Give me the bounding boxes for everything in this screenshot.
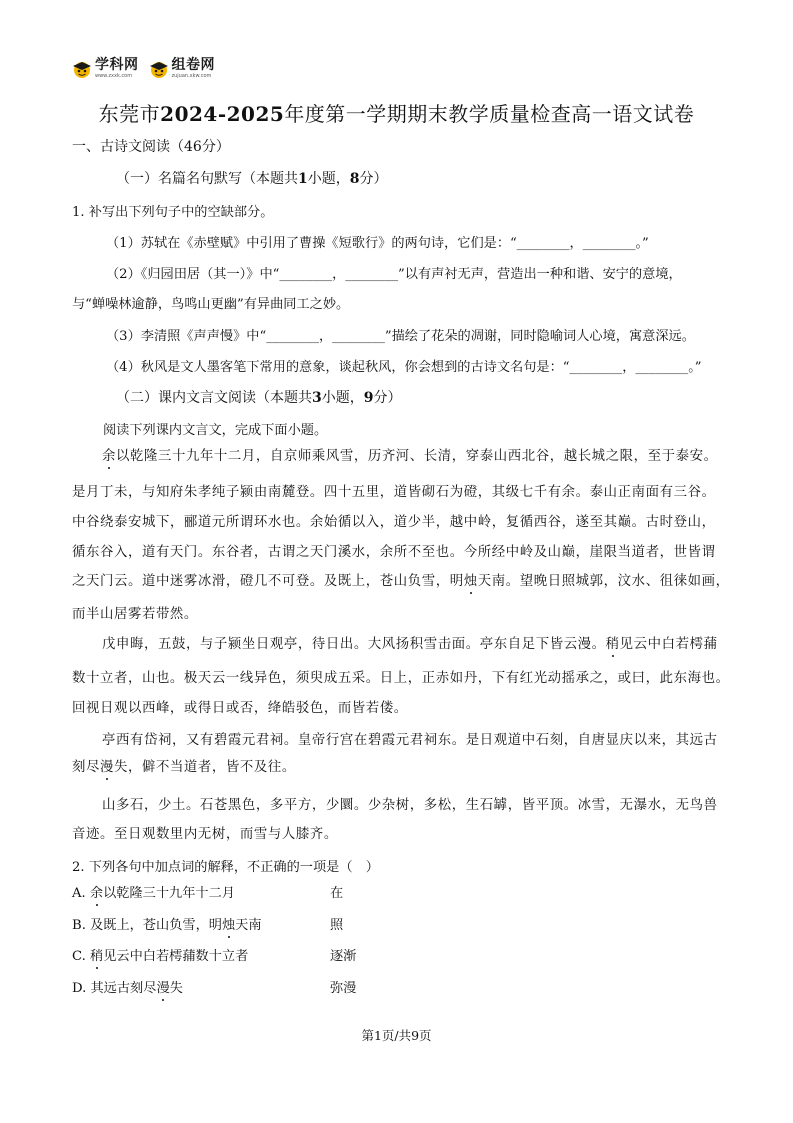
passage-line: 亭西有岱祠，又有碧霞元君祠。皇帝行宫在碧霞元君祠东。是日观道中石刻，自唐显庆以来，其远古 xyxy=(102,733,718,748)
dotted-char: 漫 xyxy=(156,981,170,996)
question-2-stem: 2. 下列各句中加点词的解释，不正确的一项是（ ） xyxy=(72,860,379,875)
question-1-stem: 1. 补写出下列句子中的空缺部分。 xyxy=(72,205,274,220)
dotted-char: 烛 xyxy=(463,574,478,589)
part-heading: （二）课内文言文阅读（本题共3小题，9分） xyxy=(116,390,402,406)
page-number: 第1页/共9页 xyxy=(361,1028,432,1043)
section-heading: 一、古诗文阅读（46分） xyxy=(72,139,230,155)
passage-line: 刻尽漫失，僻不当道者，皆不及往。 xyxy=(72,760,296,775)
dotted-char: 漫 xyxy=(99,760,114,775)
question-1-item: （2）《归园田居（其一）》中“________，________”以有声衬无声，营造出一种和谐、安宁的意境， xyxy=(106,267,682,282)
reading-instruction: 阅读下列课内文言文，完成下面小题。 xyxy=(103,423,328,438)
graduation-cap-icon xyxy=(149,59,169,79)
xuekewang-logo xyxy=(72,58,139,79)
passage-line: 是月丁未，与知府朱孝纯子颍由南麓登。四十五里，道皆砌石为磴，其级七千有余。泰山正南面有三谷。 xyxy=(72,485,716,500)
question-1-item: （4）秋风是文人墨客笔下常用的意象，谈起秋风，你会想到的古诗文名句是：“________，________。” xyxy=(106,360,702,375)
exam-title: 东莞市2024-2025年度第一学期期末教学质量检查高一语文试卷 xyxy=(98,102,695,126)
passage-line: 数十立者，山也。极天云一线异色，须臾成五采。日上，正赤如丹，下有红光动摇承之，或曰，此东海也。 xyxy=(72,671,730,686)
option-d: D. 其远古刻尽漫失 弥漫 xyxy=(72,977,492,996)
part-heading: （一）名篇名句默写（本题共1小题，8分） xyxy=(116,171,388,187)
logo-url: www.zxxk.com xyxy=(95,73,133,79)
passage-line: 而半山居雾若带然。 xyxy=(72,607,198,622)
dotted-char: 烛 xyxy=(221,918,236,933)
option-c: C. 稍见云中白若樗蒱数十立者 逐渐 xyxy=(72,945,492,964)
dotted-char: 稍 xyxy=(90,949,104,964)
option-gloss: 逐渐 xyxy=(330,949,357,964)
option-gloss: 弥漫 xyxy=(330,981,357,996)
dotted-char: 稍 xyxy=(605,637,620,652)
zujuanwang-logo xyxy=(149,58,216,79)
passage-line: 音迹。至日观数里内无树，而雪与人膝齐。 xyxy=(72,827,338,842)
dotted-char: 余 xyxy=(102,449,116,464)
passage-line: 中谷绕泰安城下，郦道元所谓环水也。余始循以入，道少半，越中岭，复循西谷，遂至其巅。古时登山， xyxy=(72,515,716,530)
question-1-item: （3）李清照《声声慢》中“________，________”描绘了花朵的凋谢，同时隐喻词人心境，寓意深远。 xyxy=(106,329,695,344)
passage-line: 循东谷入，道有天门。东谷者，古谓之天门溪水，余所不至也。今所经中岭及山巅，崖限当道者，世皆谓 xyxy=(72,545,716,560)
graduation-cap-icon xyxy=(72,59,92,79)
passage-line: 回视日观以西峰，或得日或否，绛皓驳色，而皆若偻。 xyxy=(72,701,408,716)
logo-name: 组卷网 xyxy=(171,57,215,73)
logo-url: zujuan.xkw.com xyxy=(171,73,212,79)
dotted-char: 余 xyxy=(89,886,104,901)
option-gloss: 在 xyxy=(330,886,344,901)
option-b: B. 及既上，苍山负雪，明烛天南 照 xyxy=(72,914,492,933)
passage-line: 余以乾隆三十九年十二月，自京师乘风雪，历齐河、长清，穿泰山西北谷，越长城之限，至于泰安。 xyxy=(102,449,718,464)
option-gloss: 照 xyxy=(330,918,344,933)
passage-line: 戊申晦，五鼓，与子颍坐日观亭，待日出。大风扬积雪击面。亭东自足下皆云漫。稍见云中白若樗蒱 xyxy=(102,637,718,652)
question-1-item: 与“蝉噪林逾静，鸟鸣山更幽”有异曲同工之妙。 xyxy=(72,297,350,312)
question-1-item: （1）苏轼在《赤壁赋》中引用了曹操《短歌行》的两句诗，它们是：“________，________。” xyxy=(106,236,649,251)
option-a: A. 余以乾隆三十九年十二月 在 xyxy=(72,882,492,901)
header-logos xyxy=(72,58,215,79)
passage-line: 之天门云。道中迷雾冰滑，磴几不可登。及既上，苍山负雪，明烛天南。望晚日照城郭，汶水、徂徕如画， xyxy=(72,574,730,589)
passage-line: 山多石，少土。石苍黑色，多平方，少圜。少杂树，多松，生石罅，皆平顶。冰雪，无瀑水，无鸟兽 xyxy=(102,798,718,813)
logo-name: 学科网 xyxy=(95,57,139,73)
